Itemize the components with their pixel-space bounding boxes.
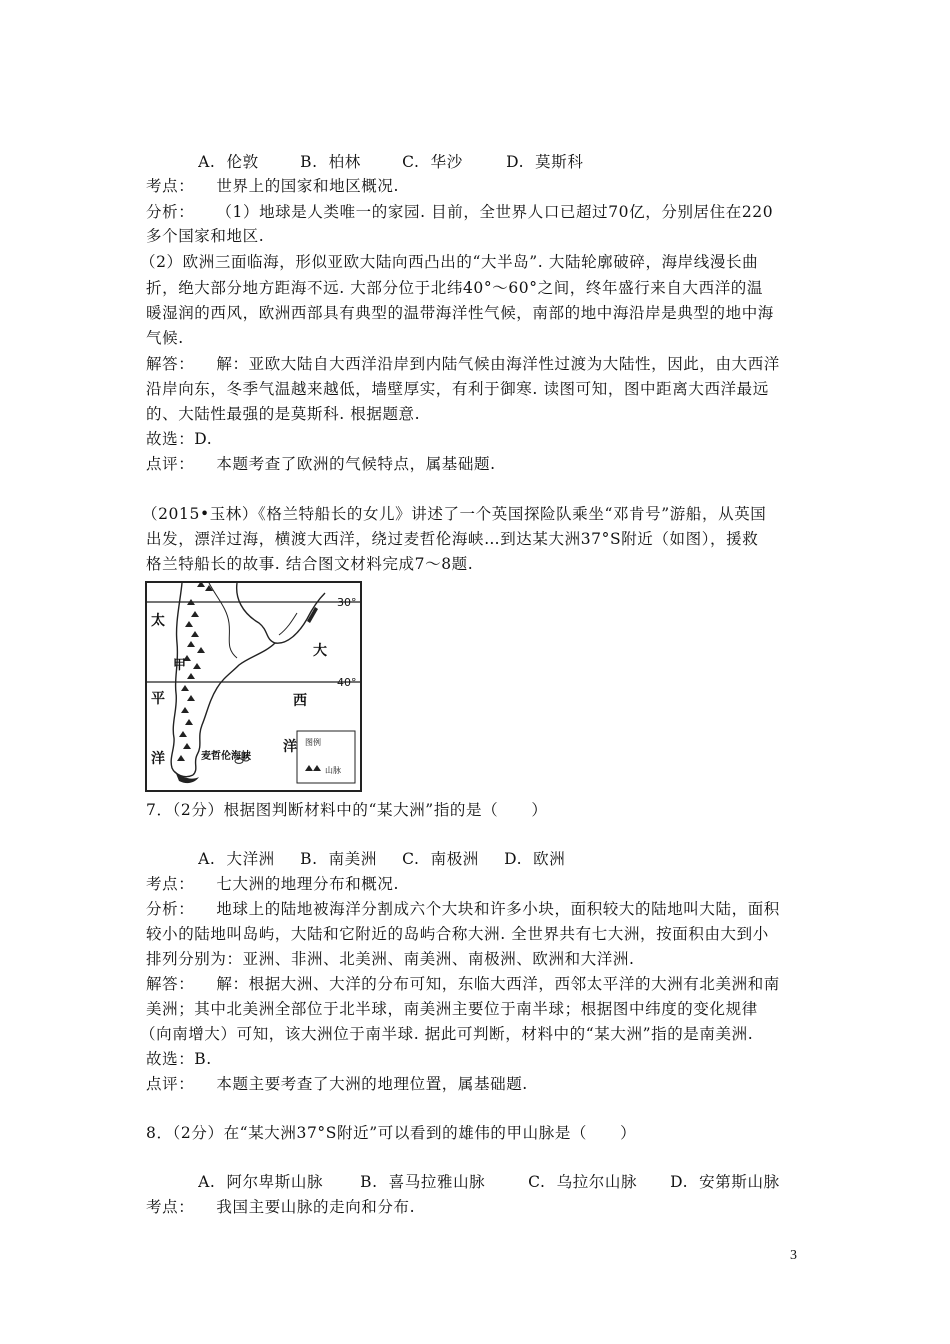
latitude-label-30: 30° <box>337 596 357 609</box>
map-svg <box>147 583 360 790</box>
q6-fenxi-line: 折，绝大部分地方距海不远. 大部分位于北纬40°～60°之间，终年盛行来自大西洋的温 <box>146 279 764 297</box>
legend-item-label: 山脉 <box>325 766 341 775</box>
label-da: 大 <box>313 643 327 659</box>
label-yang-west: 洋 <box>151 751 165 767</box>
q6-jieda-line: 解答： 解：亚欧大陆自大西洋沿岸到内陆气候由海洋性过渡为大陆性，因此，由大西洋 <box>146 355 780 373</box>
q7-option-c[interactable]: C. 南极洲 <box>402 850 479 868</box>
label-ping: 平 <box>151 691 165 707</box>
river-parana <box>209 583 237 658</box>
passage-line: 出发，漂洋过海，横渡大西洋，绕过麦哲伦海峡…到达某大洲37°S附近（如图），援救 <box>146 530 759 548</box>
q6-jieda-line: 沿岸向东，冬季气温越来越低，墙壁厚实，有利于御寒. 读图可知，图中距离大西洋最远 <box>146 380 769 398</box>
q6-fenxi-line: 分析： （1）地球是人类唯一的家园. 目前，全世界人口已超过70亿，分别居住在220 <box>146 203 774 221</box>
q8-option-a[interactable]: A. 阿尔卑斯山脉 <box>198 1173 324 1191</box>
q6-kaodian: 考点： 世界上的国家和地区概况. <box>146 177 400 195</box>
label-magellan-strait: 麦哲伦海峡 <box>201 751 251 762</box>
q6-fenxi-line: （2）欧洲三面临海，形似亚欧大陆向西凸出的“大半岛”. 大陆轮廓破碎，海岸线漫长曲 <box>140 253 759 271</box>
q6-fenxi-line: 气候. <box>146 329 184 347</box>
latitude-label-40: 40° <box>337 676 357 689</box>
legend-title: 图例 <box>305 738 321 747</box>
q6-comment: 点评： 本题考查了欧洲的气候特点，属基础题. <box>146 455 496 473</box>
page-number: 3 <box>790 1248 797 1263</box>
q7-jieda-line: 美洲；其中北美洲全部位于北半球，南美洲主要位于南半球；根据图中纬度的变化规律 <box>146 1000 758 1018</box>
q7-option-d[interactable]: D. 欧洲 <box>504 850 566 868</box>
river-uruguay <box>279 613 297 635</box>
q8-stem: 8．（2分）在“某大洲37°S附近”可以看到的雄伟的甲山脉是（ ） <box>146 1124 637 1142</box>
q8-option-b[interactable]: B. 喜马拉雅山脉 <box>360 1173 486 1191</box>
q7-jieda-line: （向南增大）可知，该大洲位于南半球. 据此可判断，材料中的“某大洲”指的是南美洲. <box>140 1025 754 1043</box>
q6-fenxi-line: 多个国家和地区. <box>146 227 265 245</box>
south-america-map <box>145 581 362 792</box>
label-xi: 西 <box>293 693 307 709</box>
q7-fenxi-line: 分析： 地球上的陆地被海洋分割成六个大块和许多小块，面积较大的陆地叫大陆，面积 <box>146 900 780 918</box>
label-tai: 太 <box>151 613 165 629</box>
q6-option-a[interactable]: A. 伦敦 <box>198 153 259 171</box>
q6-option-c[interactable]: C. 华沙 <box>402 153 463 171</box>
q7-answer: 故选：B. <box>146 1050 212 1068</box>
q8-option-d[interactable]: D. 安第斯山脉 <box>670 1173 780 1191</box>
q6-jieda-line: 的、大陆性最强的是莫斯科. 根据题意. <box>146 405 421 423</box>
q6-option-b[interactable]: B. 柏林 <box>300 153 361 171</box>
q6-fenxi-line: 暖湿润的西风，欧洲西部具有典型的温带海洋性气候，南部的地中海沿岸是典型的地中海 <box>146 304 774 322</box>
q8-option-c[interactable]: C. 乌拉尔山脉 <box>528 1173 638 1191</box>
label-yang-east: 洋 <box>283 739 297 755</box>
label-jia: 甲 <box>173 658 187 673</box>
passage-line: 格兰特船长的故事. 结合图文材料完成7～8题. <box>146 555 474 573</box>
q7-kaodian: 考点： 七大洲的地理分布和概况. <box>146 875 400 893</box>
q7-option-b[interactable]: B. 南美洲 <box>300 850 377 868</box>
q7-jieda-line: 解答： 解：根据大洲、大洋的分布可知，东临大西洋，西邻太平洋的大洲有北美洲和南 <box>146 975 780 993</box>
q7-fenxi-line: 较小的陆地叫岛屿，大陆和它附近的岛屿合称大洲. 全世界共有七大洲，按面积由大到小 <box>146 925 769 943</box>
q7-option-a[interactable]: A. 大洋洲 <box>198 850 275 868</box>
passage-line: （2015•玉林）《格兰特船长的女儿》讲述了一个英国探险队乘坐“邓肯号”游船，从英国 <box>142 505 767 523</box>
q8-kaodian: 考点： 我国主要山脉的走向和分布. <box>146 1198 416 1216</box>
q7-fenxi-line: 排列分别为：亚洲、非洲、北美洲、南美洲、南极洲、欧洲和大洋洲. <box>146 950 635 968</box>
q7-comment: 点评： 本题主要考查了大洲的地理位置，属基础题. <box>146 1075 528 1093</box>
q6-option-d[interactable]: D. 莫斯科 <box>506 153 584 171</box>
q7-stem: 7．（2分）根据图判断材料中的“某大洲”指的是（ ） <box>146 801 548 819</box>
q6-answer: 故选：D. <box>146 430 213 448</box>
